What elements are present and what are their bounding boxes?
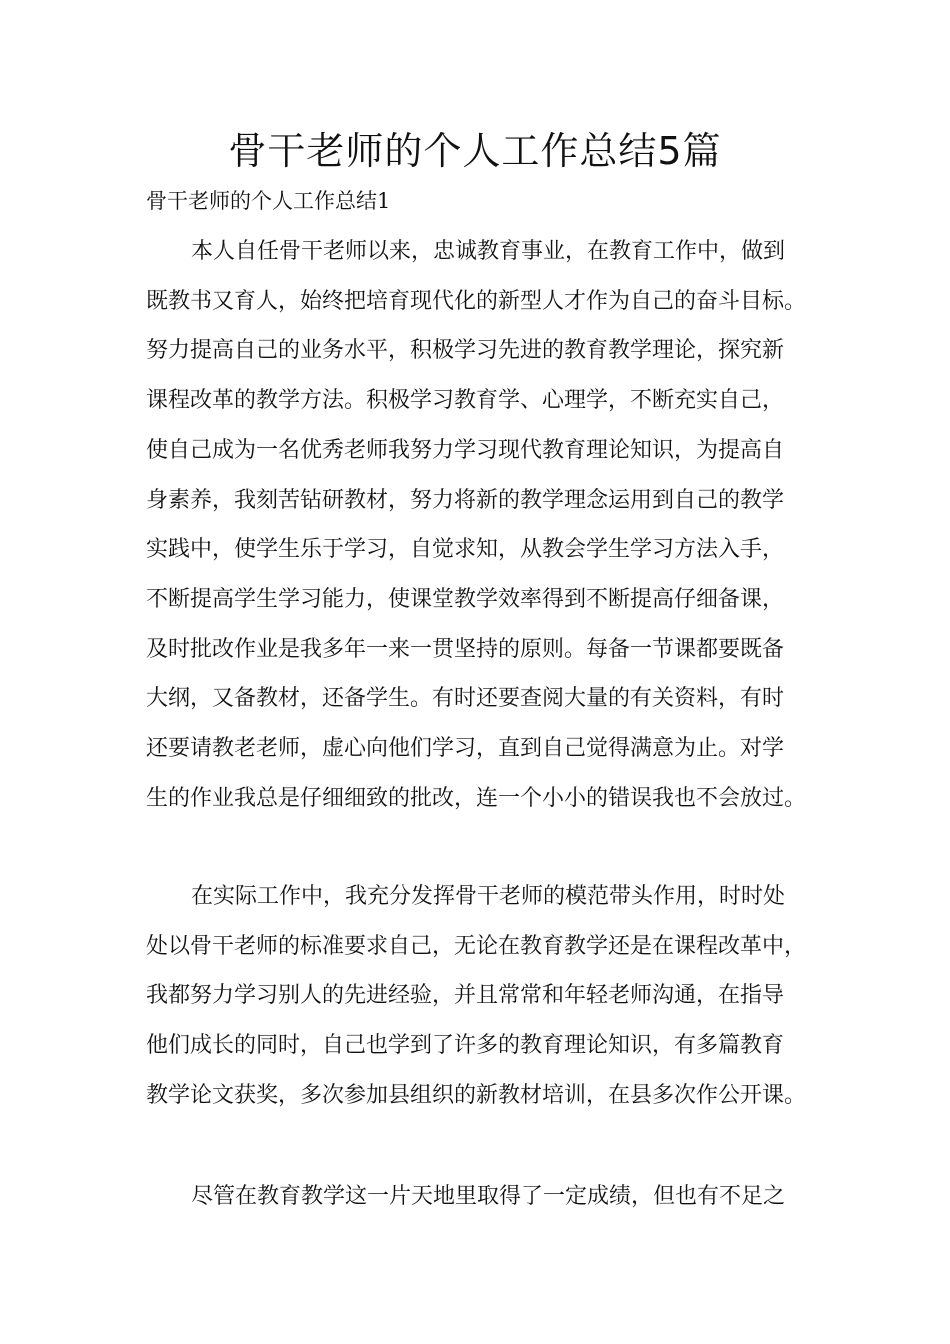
paragraph-line: 还要请教老老师，虚心向他们学习，直到自己觉得满意为止。对学 <box>146 736 785 762</box>
paragraph-line: 使自己成为一名优秀老师我努力学习现代教育理论知识，为提高自 <box>146 437 785 463</box>
paragraph-3 <box>146 1172 826 1222</box>
paragraph-line: 在实际工作中，我充分发挥骨干老师的模范带头作用，时时处 <box>191 884 786 909</box>
paragraph-line: 努力提高自己的业务水平，积极学习先进的教育教学理论，探究新 <box>146 338 785 364</box>
paragraph-line: 生的作业我总是仔细细致的批改，连一个小小的错误我也不会放过。 <box>146 785 807 811</box>
paragraph-line: 既教书又育人，始终把培育现代化的新型人才作为自己的奋斗目标。 <box>146 288 807 314</box>
paragraph-line: 身素养，我刻苦钻研教材，努力将新的教学理念运用到自己的教学 <box>146 487 785 513</box>
paragraph-2 <box>146 872 826 1121</box>
section-heading: 骨干老师的个人工作总结1 <box>146 189 391 213</box>
paragraph-line: 大纲，又备教材，还备学生。有时还要查阅大量的有关资料，有时 <box>146 686 785 712</box>
paragraph-line: 尽管在教育教学这一片天地里取得了一定成绩，但也有不足之 <box>191 1184 786 1209</box>
paragraph-line: 处以骨干老师的标准要求自己，无论在教育教学还是在课程改革中， <box>146 933 807 959</box>
paragraph-line: 他们成长的同时，自己也学到了许多的教育理论知识，有多篇教育 <box>146 1033 785 1059</box>
paragraph-line: 实践中，使学生乐于学习，自觉求知，从教会学生学习方法入手， <box>146 537 785 563</box>
paragraph-line: 本人自任骨干老师以来，忠诚教育事业，在教育工作中，做到 <box>191 239 786 264</box>
paragraph-line: 不断提高学生学习能力，使课堂教学效率得到不断提高仔细备课， <box>146 586 785 612</box>
paragraph-1 <box>146 227 826 823</box>
paragraph-line: 及时批改作业是我多年一来一贯坚持的原则。每备一节课都要既备 <box>146 636 785 662</box>
paragraph-line: 我都努力学习别人的先进经验，并且常常和年轻老师沟通，在指导 <box>146 983 785 1009</box>
document-title: 骨干老师的个人工作总结5篇 <box>228 129 722 173</box>
paragraph-line: 课程改革的教学方法。积极学习教育学、心理学，不断充实自己， <box>146 388 785 414</box>
paragraph-line: 教学论文获奖，多次参加县组织的新教材培训，在县多次作公开课。 <box>146 1082 807 1108</box>
